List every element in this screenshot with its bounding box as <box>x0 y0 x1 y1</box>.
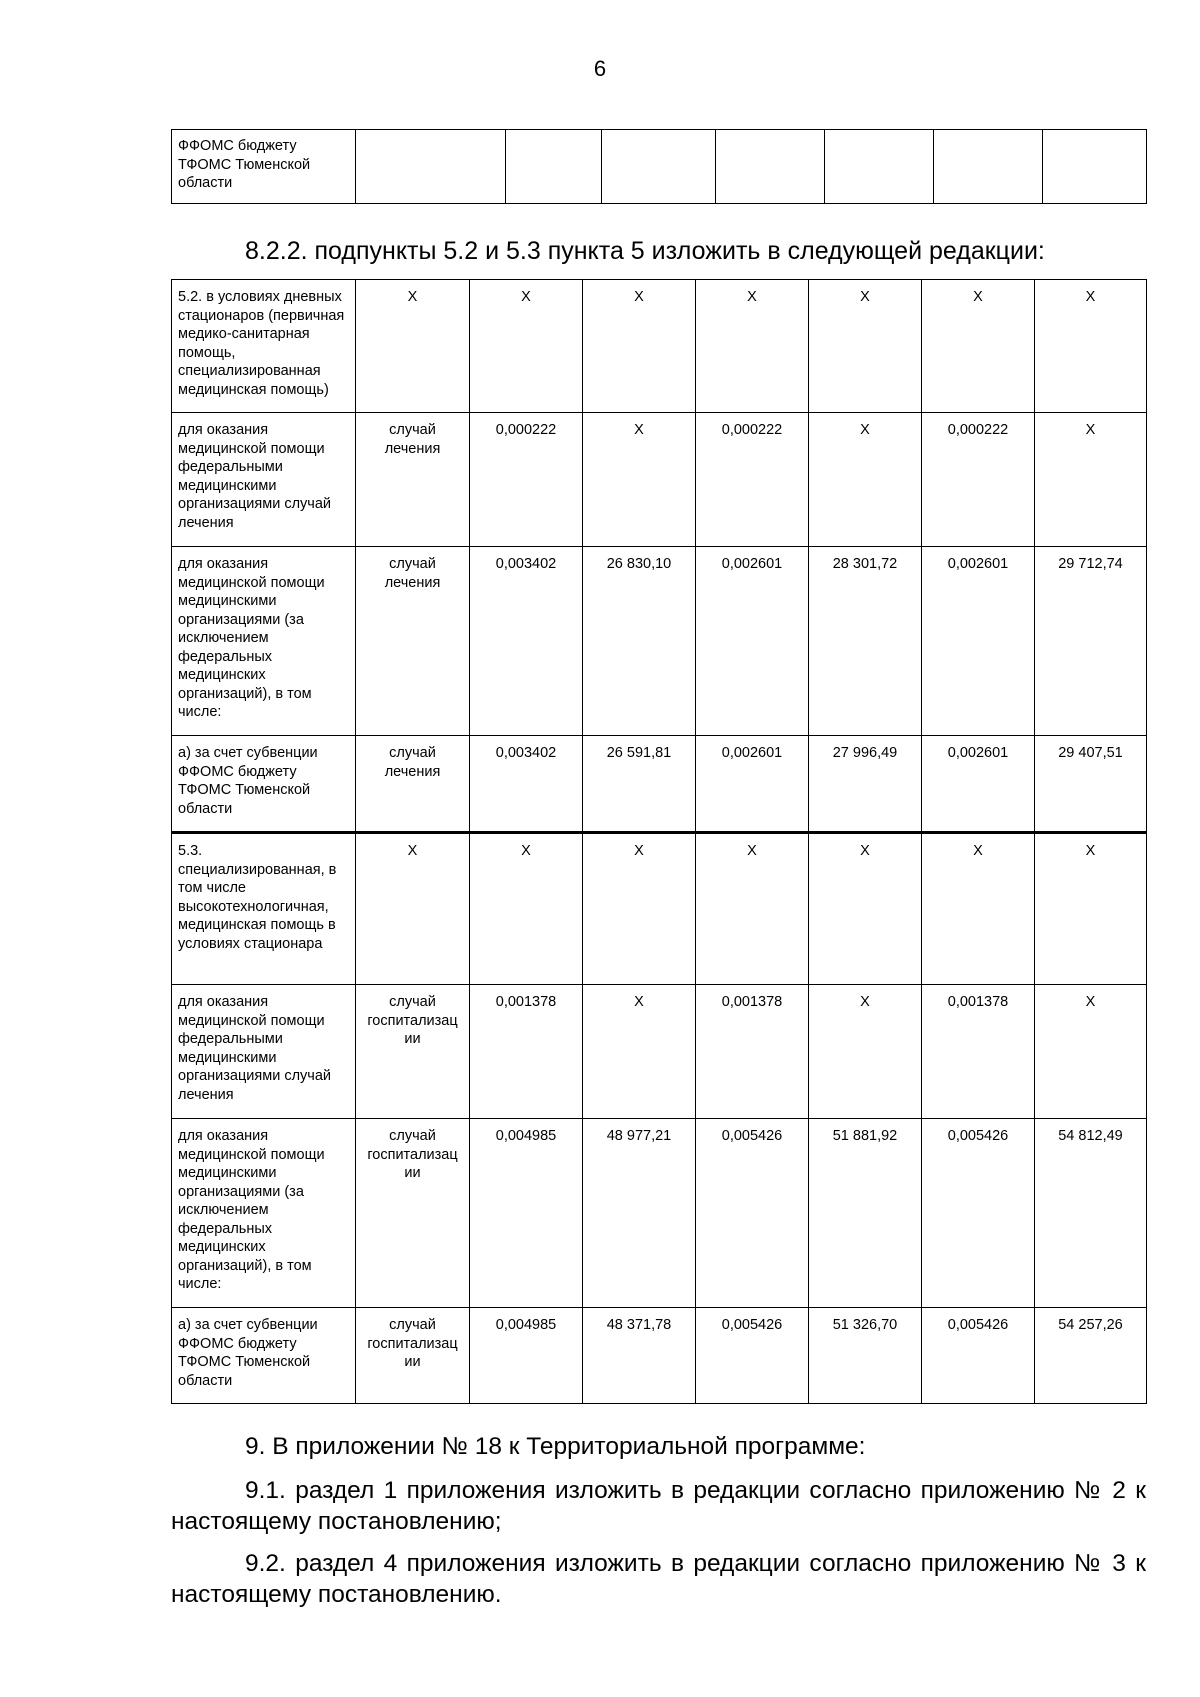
table-row <box>172 1119 1147 1308</box>
paragraph-9: 9. В приложении № 18 к Территориальной программе: <box>245 1433 866 1460</box>
row-label: ФФОМС бюджету ТФОМС Тюменской области <box>172 130 356 204</box>
unit-cell: случай госпитализац ии <box>356 985 470 1119</box>
value-cell: X <box>583 413 696 547</box>
row-label: для оказания медицинской помощи федеральными медицинскими организациями случай лечения <box>172 985 356 1119</box>
value-cell: X <box>583 280 696 413</box>
value-cell: 0,002601 <box>922 736 1035 833</box>
value-cell: X <box>809 280 922 413</box>
value-cell: 0,005426 <box>696 1119 809 1308</box>
value-cell: X <box>809 413 922 547</box>
value-cell: 0,001378 <box>696 985 809 1119</box>
value-cell: 0,004985 <box>470 1119 583 1308</box>
value-cell: 29 407,51 <box>1035 736 1147 833</box>
table-cell <box>825 130 934 204</box>
main-table <box>171 279 1147 1404</box>
value-cell: X <box>922 280 1035 413</box>
value-cell: 0,003402 <box>470 547 583 736</box>
table-row <box>172 130 1147 204</box>
table-cell <box>356 130 506 204</box>
value-cell: X <box>809 833 922 985</box>
row-label: а) за счет субвенции ФФОМС бюджету ТФОМС Тюменской области <box>172 736 356 833</box>
table-cell <box>1043 130 1147 204</box>
value-cell: 51 881,92 <box>809 1119 922 1308</box>
value-cell: 26 830,10 <box>583 547 696 736</box>
value-cell: 27 996,49 <box>809 736 922 833</box>
value-cell: 0,004985 <box>470 1308 583 1404</box>
value-cell: X <box>1035 833 1147 985</box>
value-cell: 0,005426 <box>922 1119 1035 1308</box>
value-cell: X <box>1035 985 1147 1119</box>
value-cell: 26 591,81 <box>583 736 696 833</box>
row-label: 5.3. специализированная, в том числе высокотехнологичная, медицинская помощь в условиях стационара <box>172 833 356 985</box>
row-label: 5.2. в условиях дневных стационаров (первичная медико-санитарная помощь, специализированная медицинская помощь) <box>172 280 356 413</box>
value-cell: 54 812,49 <box>1035 1119 1147 1308</box>
unit-cell: случай лечения <box>356 547 470 736</box>
section-heading: 8.2.2. подпункты 5.2 и 5.3 пункта 5 изложить в следующей редакции: <box>245 237 1045 265</box>
value-cell: 0,001378 <box>922 985 1035 1119</box>
row-label: а) за счет субвенции ФФОМС бюджету ТФОМС Тюменской области <box>172 1308 356 1404</box>
value-cell: 48 977,21 <box>583 1119 696 1308</box>
value-cell: X <box>696 280 809 413</box>
value-cell: X <box>696 833 809 985</box>
table-row <box>172 1308 1147 1404</box>
table-row <box>172 833 1147 985</box>
value-cell: 0,005426 <box>696 1308 809 1404</box>
table-row <box>172 413 1147 547</box>
table-row <box>172 985 1147 1119</box>
table-cell <box>716 130 825 204</box>
unit-cell: случай лечения <box>356 413 470 547</box>
unit-cell: случай лечения <box>356 736 470 833</box>
value-cell: 51 326,70 <box>809 1308 922 1404</box>
value-cell: X <box>583 833 696 985</box>
value-cell: 0,002601 <box>922 547 1035 736</box>
value-cell: X <box>922 833 1035 985</box>
value-cell: 0,000222 <box>696 413 809 547</box>
table-cell <box>934 130 1043 204</box>
table-row <box>172 280 1147 413</box>
row-label: для оказания медицинской помощи медицинскими организациями (за исключением федеральных медицинских организаций), в том числе: <box>172 547 356 736</box>
value-cell: 28 301,72 <box>809 547 922 736</box>
value-cell: 0,002601 <box>696 736 809 833</box>
value-cell: 0,000222 <box>470 413 583 547</box>
value-cell: X <box>809 985 922 1119</box>
value-cell: 29 712,74 <box>1035 547 1147 736</box>
value-cell: 0,000222 <box>922 413 1035 547</box>
unit-cell: X <box>356 833 470 985</box>
value-cell: X <box>583 985 696 1119</box>
unit-cell: случай госпитализац ии <box>356 1119 470 1308</box>
paragraph-9-2: 9.2. раздел 4 приложения изложить в редакции согласно приложению № 3 к настоящему постановлению. <box>171 1550 1146 1608</box>
row-label: для оказания медицинской помощи медицинскими организациями (за исключением федеральных медицинских организаций), в том числе: <box>172 1119 356 1308</box>
value-cell: 54 257,26 <box>1035 1308 1147 1404</box>
row-label: для оказания медицинской помощи федеральными медицинскими организациями случай лечения <box>172 413 356 547</box>
continuation-table <box>171 129 1147 204</box>
value-cell: 48 371,78 <box>583 1308 696 1404</box>
value-cell: 0,005426 <box>922 1308 1035 1404</box>
value-cell: X <box>1035 280 1147 413</box>
paragraph-9-1: 9.1. раздел 1 приложения изложить в редакции согласно приложению № 2 к настоящему постановлению; <box>171 1477 1146 1535</box>
value-cell: X <box>470 280 583 413</box>
table-cell <box>506 130 602 204</box>
unit-cell: X <box>356 280 470 413</box>
value-cell: X <box>1035 413 1147 547</box>
page-number: 6 <box>593 56 607 81</box>
table-row <box>172 736 1147 833</box>
table-cell <box>602 130 716 204</box>
value-cell: 0,003402 <box>470 736 583 833</box>
value-cell: 0,001378 <box>470 985 583 1119</box>
value-cell: X <box>470 833 583 985</box>
table-row <box>172 547 1147 736</box>
value-cell: 0,002601 <box>696 547 809 736</box>
unit-cell: случай госпитализац ии <box>356 1308 470 1404</box>
